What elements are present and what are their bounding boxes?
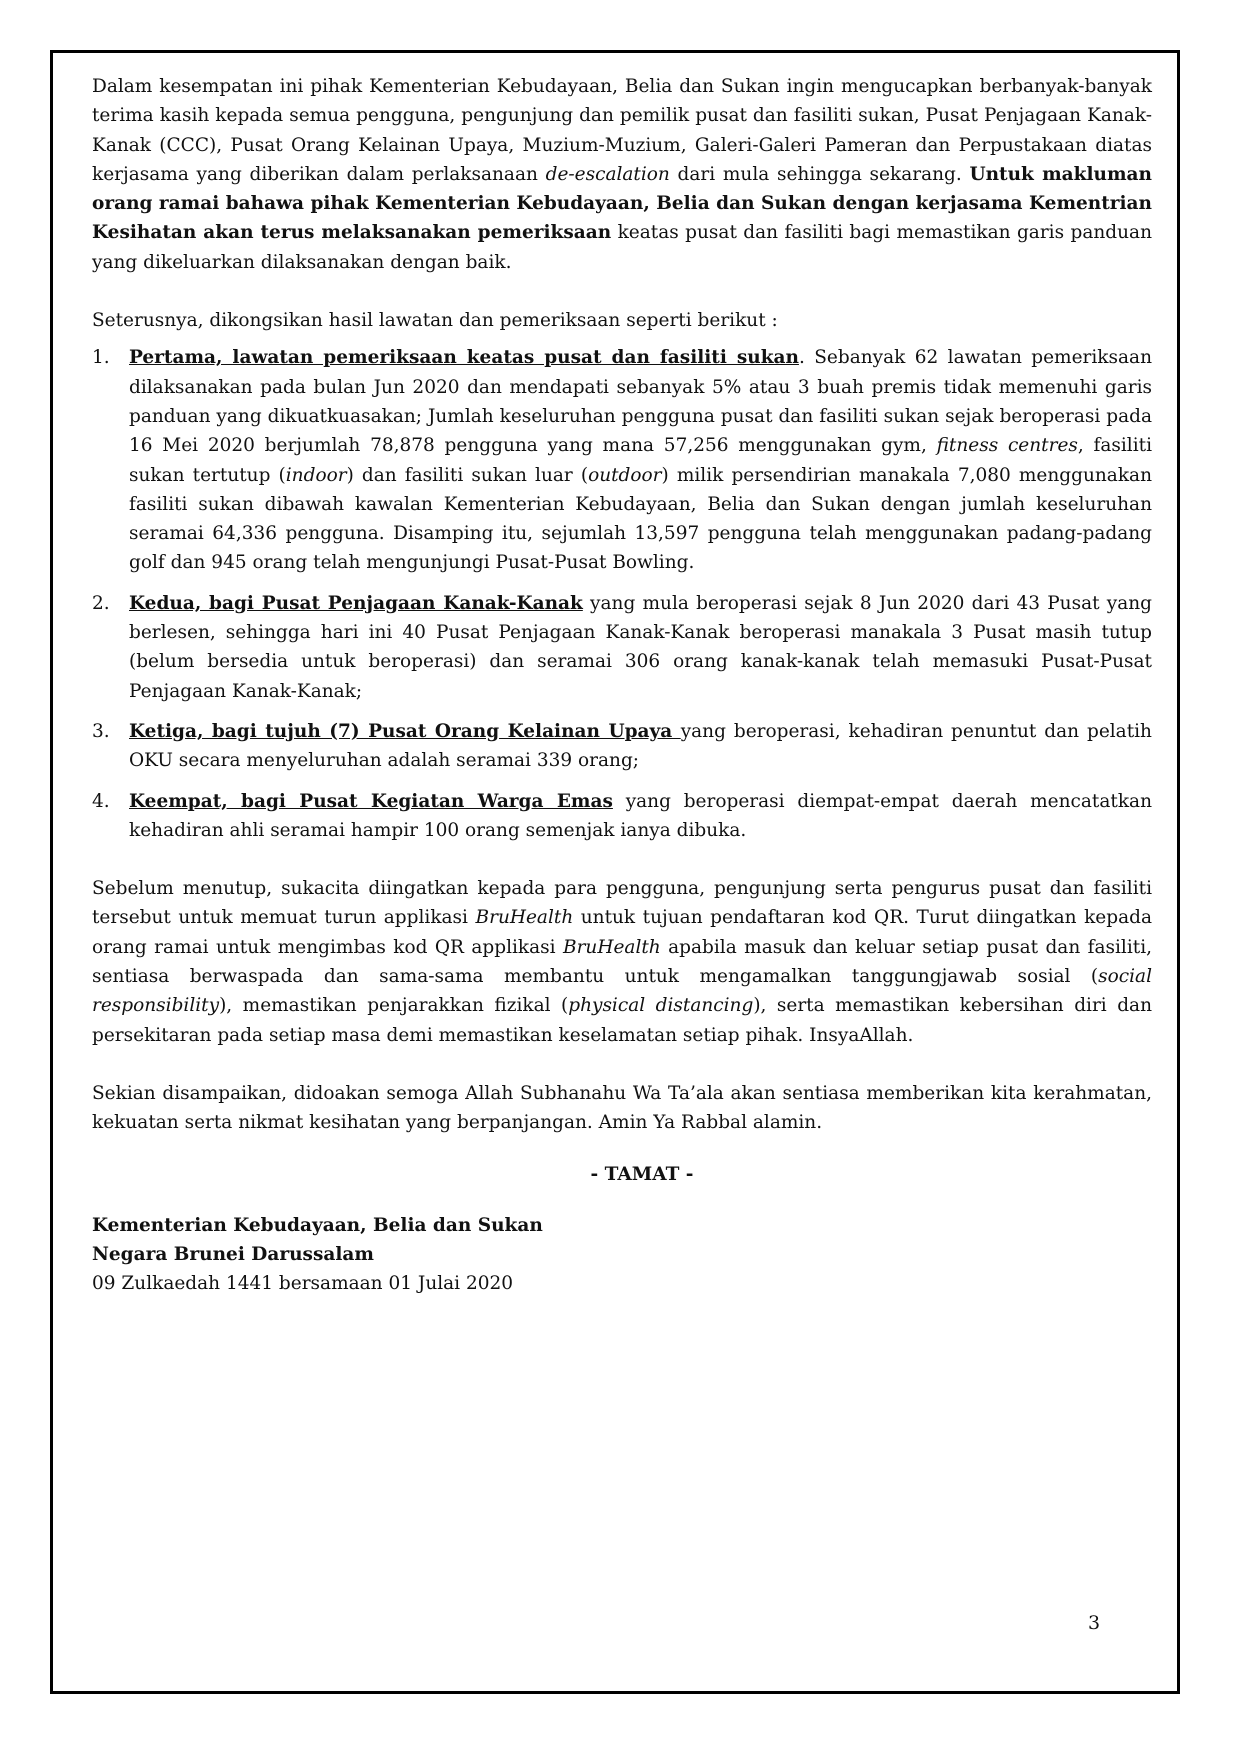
- list-item: 2. Kedua, bagi Pusat Penjagaan Kanak-Kanak yang mula beroperasi sejak 8 Jun 2020 dari 43 Pusat yang berlesen, sehingga hari ini 40 Pusat Penjagaan Kanak-Kanak beroperasi manakala 3 Pusat masih tutup (belum bersedia untuk beroperasi) dan seramai 306 orang kanak-kanak telah memasuki Pusat-Pusat Penjagaan Kanak-Kanak;: [92, 592, 1152, 702]
- signature-country: Negara Brunei Darussalam: [92, 1244, 374, 1266]
- paragraph-closing: Sekian disampaikan, didoakan semoga Allah Subhanahu Wa Ta’ala akan sentiasa memberikan kita kerahmatan, kekuatan serta nikmat kesihatan yang berpanjangan. Amin Ya Rabbal alamin.: [92, 1082, 1152, 1134]
- document-body: [92, 72, 1152, 1299]
- findings-list: [92, 343, 1152, 845]
- list-item: 3. Ketiga, bagi tujuh (7) Pusat Orang Kelainan Upaya yang beroperasi, kehadiran penuntut dan pelatih OKU secara menyeluruhan adalah seramai 339 orang;: [92, 720, 1152, 772]
- page-number: 3: [1088, 1612, 1101, 1634]
- signature-date: 09 Zulkaedah 1441 bersamaan 01 Julai 2020: [92, 1273, 514, 1295]
- paragraph-reminder: Sebelum menutup, sukacita diingatkan kepada para pengguna, pengunjung serta pengurus pusat dan fasiliti tersebut untuk memuat turun applikasi BruHealth untuk tujuan pendaftaran kod QR. Turut diingatkan kepada orang ramai untuk mengimbas kod QR applikasi BruHealth apabila masuk dan keluar setiap pusat dan fasiliti, sentiasa berwaspada dan sama-sama membantu untuk mengamalkan tanggungjawab sosial (social responsibility), memastikan penjarakkan fizikal (physical distancing), serta memastikan kebersihan diri dan persekitaran pada setiap masa demi memastikan keselamatan setiap pihak. InsyaAllah.: [92, 878, 1152, 1046]
- paragraph-intro: Seterusnya, dikongsikan hasil lawatan dan pemeriksaan seperti berikut :: [92, 310, 778, 332]
- signature-ministry: Kementerian Kebudayaan, Belia dan Sukan: [92, 1214, 543, 1236]
- end-marker: - TAMAT -: [590, 1163, 694, 1185]
- paragraph-acknowledgement: Dalam kesempatan ini pihak Kementerian Kebudayaan, Belia dan Sukan ingin mengucapkan berbanyak-banyak terima kasih kepada semua pengguna, pengunjung dan pemilik pusat dan fasiliti sukan, Pusat Penjagaan Kanak-Kanak (CCC), Pusat Orang Kelainan Upaya, Muzium-Muzium, Galeri-Galeri Pameran dan Perpustakaan diatas kerjasama yang diberikan dalam perlaksanaan de-escalation dari mula sehingga sekarang. Untuk makluman orang ramai bahawa pihak Kementerian Kebudayaan, Belia dan Sukan dengan kerjasama Kementrian Kesihatan akan terus melaksanakan pemeriksaan keatas pusat dan fasiliti bagi memastikan garis panduan yang dikeluarkan dilaksanakan dengan baik.: [92, 76, 1152, 273]
- list-item: 4. Keempat, bagi Pusat Kegiatan Warga Emas yang beroperasi diempat-empat daerah mencatatkan kehadiran ahli seramai hampir 100 orang semenjak ianya dibuka.: [92, 790, 1152, 841]
- list-item: 1. Pertama, lawatan pemeriksaan keatas pusat dan fasiliti sukan. Sebanyak 62 lawatan pemeriksaan dilaksanakan pada bulan Jun 2020 dan mendapati sebanyak 5% atau 3 buah premis tidak memenuhi garis panduan yang dikuatkuasakan; Jumlah keseluruhan pengguna pusat dan fasiliti sukan sejak beroperasi pada 16 Mei 2020 berjumlah 78,878 pengguna yang mana 57,256 menggunakan gym, fitness centres, fasiliti sukan tertutup (indoor) dan fasiliti sukan luar (outdoor) milik persendirian manakala 7,080 menggunakan fasiliti sukan dibawah kawalan Kementerian Kebudayaan, Belia dan Sukan dengan jumlah keseluruhan seramai 64,336 pengguna. Disamping itu, sejumlah 13,597 pengguna telah menggunakan padang-padang golf dan 945 orang telah mengunjungi Pusat-Pusat Bowling.: [92, 347, 1152, 574]
